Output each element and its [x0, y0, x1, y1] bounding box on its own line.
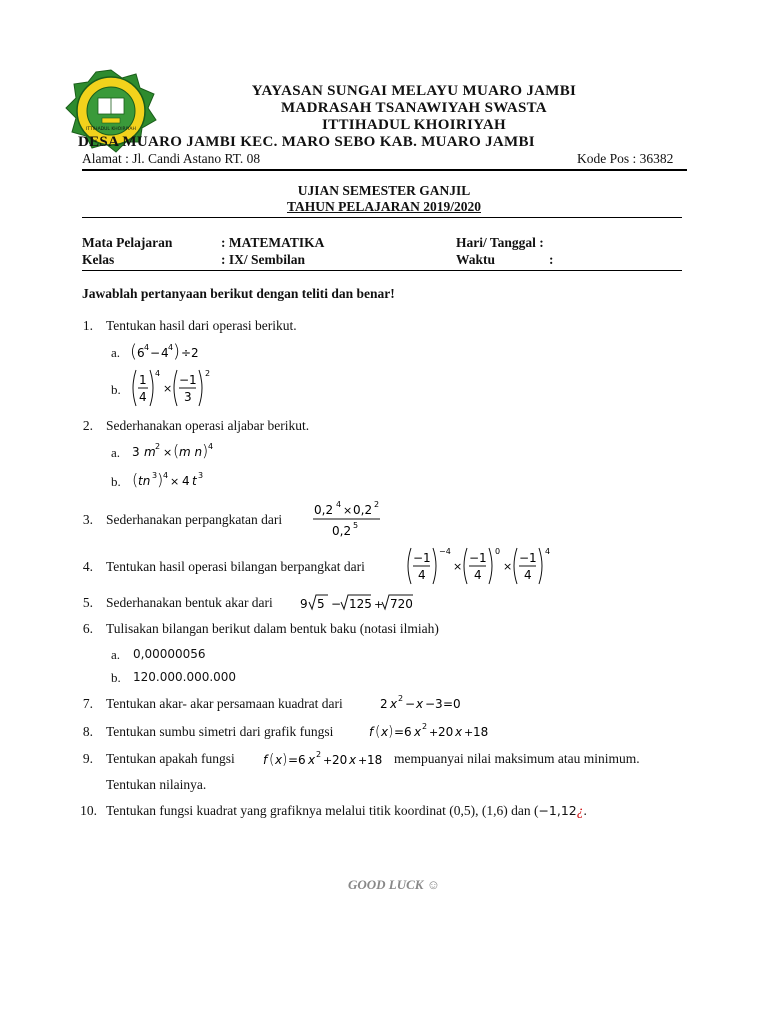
svg-text:×: × — [343, 504, 353, 517]
svg-text:m: m — [144, 445, 156, 459]
svg-text:3: 3 — [198, 471, 204, 480]
svg-text:÷: ÷ — [181, 346, 192, 360]
svg-text:4: 4 — [545, 547, 551, 556]
svg-text:0,2: 0,2 — [332, 524, 352, 538]
q3-number: 3. — [82, 512, 93, 527]
svg-text:2: 2 — [191, 346, 199, 360]
svg-text:+: + — [323, 754, 333, 767]
q10-text — [106, 803, 587, 819]
svg-text:tn: tn — [138, 474, 151, 488]
svg-text:2: 2 — [316, 750, 322, 759]
q6-text: Tulisakan bilangan berikut dalam bentuk baku (notasi ilmiah) — [106, 621, 439, 636]
svg-text:0,2: 0,2 — [353, 503, 373, 517]
q10-tail: −1,12 — [538, 803, 577, 818]
svg-text:125: 125 — [349, 597, 372, 611]
svg-text:x: x — [308, 753, 316, 767]
subject-label: Mata Pelajaran — [82, 235, 173, 250]
q4-expression — [405, 546, 565, 588]
svg-text:+: + — [358, 754, 368, 767]
q1-number: 1. — [82, 318, 93, 333]
svg-text:720: 720 — [390, 597, 413, 611]
school-type: MADRASAH TSANAWIYAH SWASTA — [281, 100, 547, 116]
svg-text:5: 5 — [353, 521, 359, 530]
q9-text-a: Tentukan apakah fungsi — [106, 751, 235, 766]
svg-text:(: ( — [173, 441, 180, 460]
svg-text:4: 4 — [144, 343, 150, 352]
time-colon: : — [549, 252, 554, 267]
q9-expression — [263, 746, 393, 770]
svg-text:+: + — [374, 598, 384, 611]
svg-text:×: × — [163, 446, 173, 459]
svg-text:×: × — [163, 382, 173, 395]
svg-text:20: 20 — [438, 725, 454, 739]
good-luck: GOOD LUCK ☺ — [348, 877, 440, 892]
q10-main: Tentukan fungsi kuadrat yang grafiknya melalui titik koordinat (0,5), (1,6) dan ( — [106, 803, 539, 818]
svg-text:−1: −1 — [179, 373, 197, 387]
svg-text:×: × — [453, 560, 463, 573]
q9-text-b: mempuanyai nilai maksimum atau minimum. — [394, 751, 640, 766]
q7-text: Tentukan akar- akar persamaan kuadrat dari — [106, 696, 343, 711]
svg-text:×: × — [170, 475, 180, 488]
svg-text:4: 4 — [524, 568, 532, 582]
svg-text:−1: −1 — [413, 551, 431, 565]
svg-text:−4: −4 — [439, 547, 451, 556]
q8-number: 8. — [82, 724, 93, 739]
q10-number: 10. — [80, 803, 97, 818]
svg-text:4: 4 — [155, 369, 161, 378]
q3-text: Sederhanakan perpangkatan dari — [106, 512, 283, 527]
exam-year: TAHUN PELAJARAN 2019/2020 — [286, 199, 481, 214]
svg-text:=0: =0 — [443, 697, 461, 711]
svg-text:20: 20 — [332, 753, 348, 767]
q9-text-c: Tentukan nilainya. — [106, 777, 207, 792]
svg-text:f: f — [369, 725, 374, 739]
svg-text:0,2: 0,2 — [314, 503, 334, 517]
q2-text: Sederhanakan operasi aljabar berikut. — [106, 418, 310, 433]
svg-text:=6: =6 — [288, 753, 306, 767]
svg-text:1: 1 — [139, 373, 147, 387]
svg-text:4: 4 — [418, 568, 426, 582]
q7-number: 7. — [82, 696, 93, 711]
time-label: Waktu — [456, 252, 496, 267]
svg-text:): ) — [157, 470, 164, 489]
svg-text:4: 4 — [161, 346, 169, 360]
q2b-label: b. — [111, 474, 121, 489]
instruction: Jawablah pertanyaan berikut dengan teliti dan benar! — [82, 286, 395, 301]
q7-expression — [380, 690, 475, 714]
class-value: : IX/ Sembilan — [221, 252, 306, 267]
svg-text:): ) — [173, 341, 181, 362]
svg-text:4: 4 — [182, 474, 190, 488]
q6b-label: b. — [111, 670, 121, 685]
svg-text:x: x — [455, 725, 463, 739]
svg-text:3: 3 — [152, 471, 158, 480]
school-location: DESA MUARO JAMBI KEC. MARO SEBO KAB. MUARO JAMBI — [78, 134, 535, 150]
svg-text:4: 4 — [336, 500, 342, 509]
q1-text: Tentukan hasil dari operasi berikut. — [106, 318, 297, 333]
school-name: ITTIHADUL KHOIRIYAH — [322, 117, 506, 133]
svg-text:ITTIHADUL KHOIRIYAH: ITTIHADUL KHOIRIYAH — [86, 127, 136, 132]
q2b-expression — [132, 467, 222, 491]
svg-text:(: ( — [130, 341, 138, 362]
q4-number: 4. — [82, 559, 93, 574]
q6a-value: 0,00000056 — [133, 647, 206, 661]
svg-text:−: − — [331, 597, 342, 611]
q5-expression — [300, 590, 420, 614]
svg-text:3: 3 — [132, 445, 140, 459]
q3-expression — [312, 498, 382, 542]
info-divider — [82, 270, 682, 271]
svg-text:4: 4 — [139, 390, 147, 404]
svg-text:): ) — [388, 724, 394, 740]
svg-text:−: − — [150, 346, 161, 360]
svg-text:x: x — [416, 697, 424, 711]
q1b-label: b. — [111, 382, 121, 397]
svg-text:+: + — [464, 726, 474, 739]
svg-text:4: 4 — [163, 471, 169, 480]
svg-text:(: ( — [269, 752, 275, 768]
exam-title: UJIAN SEMESTER GANJIL — [297, 183, 471, 198]
svg-text:4: 4 — [208, 442, 214, 451]
svg-text:2: 2 — [205, 369, 211, 378]
svg-text:x: x — [275, 753, 283, 767]
q8-text: Tentukan sumbu simetri dari grafik fungsi — [106, 724, 334, 739]
svg-text:x: x — [414, 725, 422, 739]
svg-text:−1: −1 — [469, 551, 487, 565]
subject-value: : MATEMATIKA — [221, 235, 325, 250]
svg-text:(: ( — [375, 724, 381, 740]
svg-text:4: 4 — [474, 568, 482, 582]
q10-end: . — [583, 803, 587, 818]
svg-text:f: f — [263, 753, 268, 767]
svg-text:18: 18 — [473, 725, 489, 739]
q2-number: 2. — [82, 418, 93, 433]
svg-text:×: × — [503, 560, 513, 573]
foundation-name: YAYASAN SUNGAI MELAYU MUARO JAMBI — [251, 83, 577, 99]
svg-text:m n: m n — [179, 445, 203, 459]
date-label: Hari/ Tanggal : — [456, 235, 544, 250]
header-divider — [82, 169, 687, 171]
svg-text:t: t — [192, 474, 197, 488]
q4-text: Tentukan hasil operasi bilangan berpangkat dari — [106, 559, 365, 574]
q9-number: 9. — [82, 751, 93, 766]
q1a-expression — [130, 340, 210, 364]
q5-text: Sederhanakan bentuk akar dari — [106, 595, 273, 610]
title-divider — [82, 217, 682, 218]
q6a-label: a. — [111, 647, 121, 662]
svg-text:−3: −3 — [425, 697, 443, 711]
svg-text:5: 5 — [317, 597, 325, 611]
svg-text:2: 2 — [398, 694, 404, 703]
svg-text:6: 6 — [137, 346, 145, 360]
svg-text:4: 4 — [168, 343, 174, 352]
svg-text:+: + — [429, 726, 439, 739]
svg-text:x: x — [381, 725, 389, 739]
svg-text:x: x — [390, 697, 398, 711]
svg-text:): ) — [202, 441, 209, 460]
svg-text:x: x — [349, 753, 357, 767]
q2a-expression — [132, 438, 222, 462]
class-label: Kelas — [82, 252, 115, 267]
postal-code: Kode Pos : 36382 — [577, 151, 674, 166]
q6-number: 6. — [82, 621, 93, 636]
svg-text:9: 9 — [300, 597, 308, 611]
svg-text:2: 2 — [155, 442, 161, 451]
q10-glyph: ¿ — [576, 803, 584, 818]
q6b-value: 120.000.000.000 — [133, 670, 237, 684]
svg-text:18: 18 — [367, 753, 383, 767]
svg-text:2: 2 — [422, 722, 428, 731]
svg-text:): ) — [282, 752, 288, 768]
q1b-expression — [130, 368, 220, 410]
svg-text:2: 2 — [374, 500, 380, 509]
q1a-label: a. — [111, 345, 121, 360]
svg-text:(: ( — [132, 470, 139, 489]
school-address: Alamat : Jl. Candi Astano RT. 08 — [82, 151, 261, 166]
svg-text:=6: =6 — [394, 725, 412, 739]
svg-text:2: 2 — [380, 697, 388, 711]
svg-text:−: − — [405, 697, 416, 711]
q5-number: 5. — [82, 595, 93, 610]
svg-text:0: 0 — [495, 547, 501, 556]
q8-expression — [369, 718, 499, 742]
svg-text:3: 3 — [184, 390, 192, 404]
svg-text:−1: −1 — [519, 551, 537, 565]
q2a-label: a. — [111, 445, 121, 460]
